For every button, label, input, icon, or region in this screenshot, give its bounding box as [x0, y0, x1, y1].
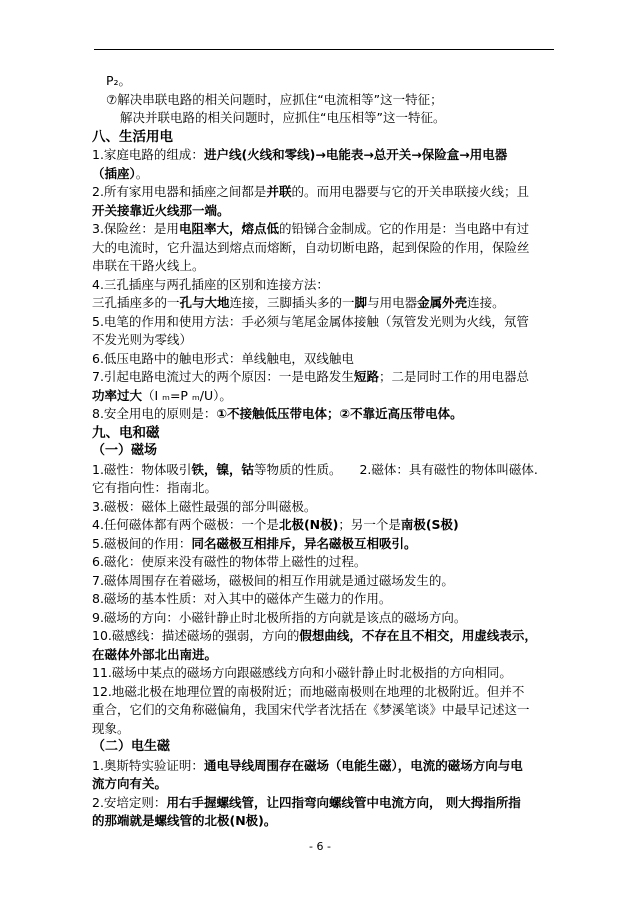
text-line: [92, 683, 552, 702]
text-span: 现象。: [92, 720, 130, 736]
bold-text: 北极(N极): [278, 517, 339, 532]
text-span: 7.磁体周围存在着磁场，磁极间的相互作用就是通过磁场发生的。: [92, 572, 454, 588]
text-span: 2.磁体：具有磁性的物体叫磁体.: [359, 461, 538, 477]
text-line: [92, 572, 552, 591]
text-line: [92, 701, 552, 720]
text-span: 6.低压电路中的触电形式：单线触电，双线触电: [92, 350, 354, 366]
text-line: [92, 109, 552, 128]
text-line: [92, 405, 552, 424]
text-span: 1.家庭电路的组成：: [92, 147, 204, 162]
text-line: [92, 313, 552, 332]
text-span: 11.磁场中某点的磁场方向跟磁感线方向和小磁针静止时北极指的方向相同。: [92, 665, 512, 680]
text-span: 。: [135, 165, 149, 181]
text-span: ⑦解决串联电路的相关问题时，应抓住“电流相等”这一特征；: [106, 91, 443, 107]
text-span: 大的电流时，它升温达到熔点而熔断，自动切断电路，起到保险的作用，保险丝: [92, 239, 530, 255]
bold-text: 用右手握螺线管，让四指弯向螺线管中电流方向， 则大拇指所指: [166, 794, 521, 810]
text-span: 4.任何磁体都有两个磁极：一个是: [92, 517, 279, 532]
text-line: [92, 350, 552, 369]
bold-text: 流方向有关。: [92, 776, 168, 791]
text-span: 与用电器: [367, 295, 418, 310]
text-span: 2.所有家用电器和插座之间都是: [92, 184, 267, 199]
subsection-heading: [92, 442, 552, 461]
text-span: 解决并联电路的相关问题时，应抓住“电压相等”这一特征。: [120, 110, 446, 125]
text-line: [92, 646, 552, 665]
header-rule: [94, 49, 554, 50]
text-line: [92, 627, 552, 646]
text-line: [92, 331, 552, 350]
text-line: [92, 498, 552, 517]
section-heading: [92, 128, 552, 147]
text-line: [92, 812, 552, 831]
bold-text: 开关接靠近火线那一端。: [92, 202, 230, 218]
text-span: 8.安全用电的原则是：: [92, 406, 217, 421]
bold-text: 脚: [354, 295, 368, 310]
text-line: [92, 664, 552, 683]
bold-text: 同名磁极互相排斥，异名磁极互相吸引。: [191, 535, 417, 551]
text-span: 1.磁性：物体吸引: [92, 461, 192, 477]
bold-text: （一）磁场: [92, 443, 158, 458]
text-span: 的。而用电器要与它的开关串联接火线；且: [291, 184, 529, 199]
text-line: [92, 146, 552, 165]
bold-text: 在磁体外部北出南进。: [92, 646, 218, 662]
text-span: 12.地磁北极在地理位置的南极附近；而地磁南极则在地理的北极附近。但并不: [92, 683, 525, 699]
bold-text: 功率过大: [92, 387, 143, 403]
text-span: 10.磁感线：描述磁场的强弱，方向的: [92, 628, 300, 643]
bold-text: 短路: [353, 369, 379, 384]
text-span: 6.磁化：使原来没有磁性的物体带上磁性的过程。: [92, 554, 367, 569]
text-span: 串联在干路火线上。: [92, 258, 205, 273]
text-span: 7.引起电路电流过大的两个原因：一是电路发生: [92, 369, 354, 384]
bold-text: 九、电和磁: [92, 424, 160, 441]
bold-text: 假想曲线，不存在且不相交，用虚线表示，: [299, 628, 537, 643]
text-span: （I ₘ=P ₘ/U）。: [142, 387, 232, 403]
text-span: 9.磁场的方向：小磁针静止时北极所指的方向就是该点的磁场方向。: [92, 609, 467, 625]
bold-text: 八、生活用电: [92, 128, 173, 145]
text-span: 1.奥斯特实验证明：: [92, 757, 204, 773]
section-heading: [92, 424, 552, 443]
text-line: [92, 183, 552, 202]
bold-text: 南极(S极): [400, 517, 459, 532]
text-line: [92, 775, 552, 794]
text-span: P₂。: [106, 73, 132, 88]
document-body: [92, 72, 552, 831]
text-line: [92, 72, 552, 91]
text-line: [92, 794, 552, 813]
text-line: [92, 91, 552, 110]
text-line: [92, 461, 552, 480]
text-span: 等物质的性质。: [253, 461, 342, 477]
text-span: 不发光则为零线）: [92, 332, 193, 347]
bold-text: 金属外壳: [417, 295, 468, 310]
bold-text: ①不接触低压带电体；②不靠近高压带电体。: [216, 406, 463, 421]
text-line: [92, 387, 552, 406]
text-line: [92, 720, 552, 739]
text-line: [92, 239, 552, 258]
text-line: [92, 368, 552, 387]
text-span: 2.安培定则：: [92, 794, 167, 810]
bold-text: 孔与大地: [179, 295, 230, 310]
text-span: 它有指向性：指南北。: [92, 480, 218, 495]
text-line: [92, 276, 552, 295]
text-line: [92, 757, 552, 776]
text-span: 3.磁极：磁体上磁性最强的部分叫磁极。: [92, 498, 317, 514]
bold-text: 通电导线周围存在磁场（电能生磁），电流的磁场方向与电: [203, 757, 523, 773]
text-span: 5.磁极间的作用：: [92, 535, 192, 551]
text-span: 的铅锑合金制成。它的作用是：当电路中有过: [278, 221, 529, 236]
page-number: - 6 -: [309, 840, 331, 853]
bold-text: 电阻率大，熔点低: [178, 221, 279, 236]
text-line: [92, 479, 552, 498]
text-span: 重合，它们的交角称磁偏角，我国宋代学者沈括在《梦溪笔谈》中最早记述这一: [92, 702, 530, 717]
text-line: [92, 165, 552, 184]
bold-text: （插座）: [92, 165, 136, 181]
text-span: 3.保险丝：是用: [92, 221, 179, 236]
text-line: [92, 257, 552, 276]
text-line: [92, 609, 552, 628]
text-span: 三孔插座多的一: [92, 295, 180, 310]
text-span: ；二是同时工作的用电器总: [378, 369, 529, 384]
text-line: [92, 220, 552, 239]
bold-text: 进户线(火线和零线)→电能表→总开关→保险盒→用电器: [203, 147, 508, 162]
text-span: 连接，三脚插头多的一: [229, 295, 355, 310]
text-line: [92, 553, 552, 572]
bold-text: （二）电生磁: [92, 739, 171, 754]
text-line: [92, 294, 552, 313]
text-line: [92, 202, 552, 221]
bold-text: 铁，镍，钴: [191, 461, 254, 477]
text-span: 连接。: [467, 295, 505, 310]
subsection-heading: [92, 738, 552, 757]
text-span: 5.电笔的作用和使用方法：手必须与笔尾金属体接触（氖管发光则为火线，氖管: [92, 313, 529, 329]
text-line: [92, 535, 552, 554]
text-line: [92, 590, 552, 609]
text-line: [92, 516, 552, 535]
text-span: 4.三孔插座与两孔插座的区别和连接方法：: [92, 276, 329, 292]
text-span: ；另一个是: [338, 517, 401, 532]
bold-text: 并联: [266, 184, 292, 199]
text-span: 8.磁场的基本性质：对入其中的磁体产生磁力的作用。: [92, 591, 392, 606]
bold-text: 的那端就是螺线管的北极(N极)。: [92, 813, 277, 828]
